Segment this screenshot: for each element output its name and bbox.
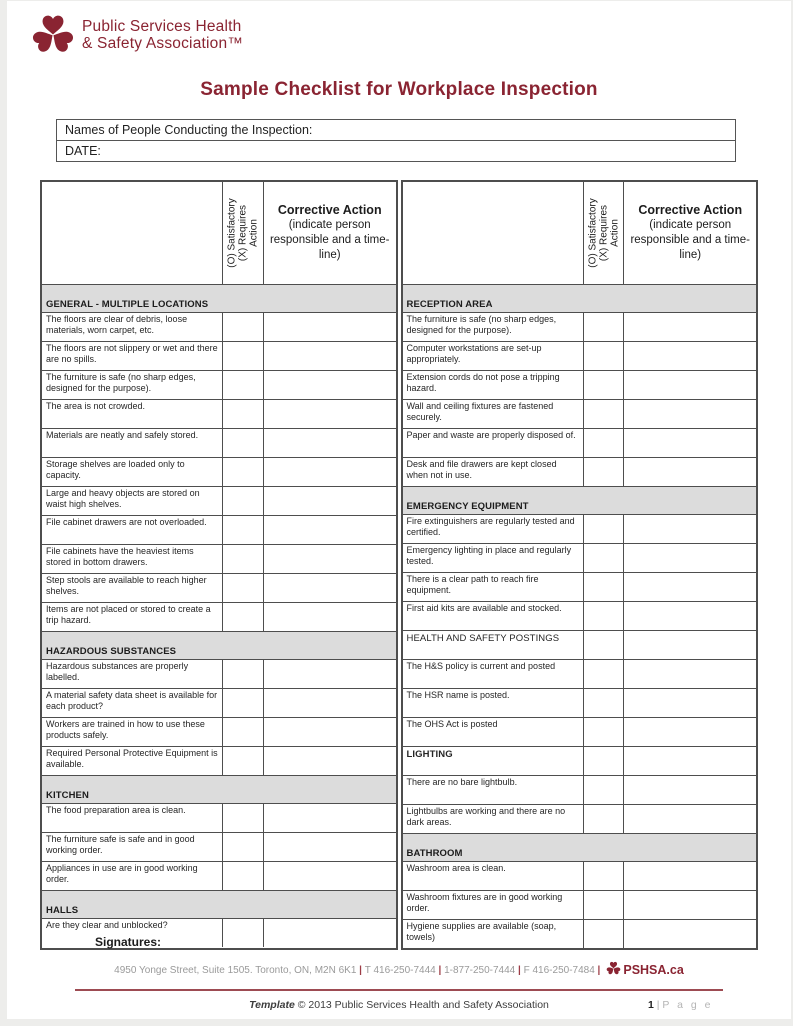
status-header-cell: [222, 182, 263, 284]
status-legend-satisfactory: (O) Satisfactory: [226, 198, 238, 268]
inspection-item-text: The floors are clear of debris, loose materials, worn carpet, etc.: [46, 314, 188, 335]
table-header: [42, 182, 396, 285]
status-legend-requires: (X) Requires Action: [598, 204, 621, 262]
inspection-item-text: Appliances in use are in good working order.: [46, 863, 198, 884]
page-separator: |: [656, 999, 660, 1011]
status-cell[interactable]: [222, 603, 263, 631]
checklist-row: [42, 574, 396, 603]
copyright-template-word: Template: [249, 999, 295, 1011]
corrective-action-cell[interactable]: [623, 573, 756, 601]
corrective-action-cell[interactable]: [263, 400, 396, 428]
checklist-row: [403, 342, 757, 371]
corrective-action-cell[interactable]: [263, 718, 396, 746]
inspection-item-text: Desk and file drawers are kept closed when not in use.: [406, 459, 557, 480]
checklist-row: [42, 516, 396, 545]
inspection-item-text: There is a clear path to reach fire equipment.: [406, 574, 539, 595]
status-cell[interactable]: [222, 400, 263, 428]
inspection-item-text: Required Personal Protective Equipment is available.: [46, 748, 218, 769]
address-pipe: |: [435, 964, 445, 976]
status-cell[interactable]: [222, 516, 263, 544]
logo-line-2: & Safety Association™: [82, 35, 244, 52]
checklist-row: [42, 804, 396, 833]
checklist-row: [42, 342, 396, 371]
inspection-item-text: There are no bare lightbulb.: [406, 777, 518, 787]
corrective-action-cell[interactable]: [623, 602, 756, 630]
status-cell[interactable]: [583, 891, 624, 919]
inspection-item-text: Wall and ceiling fixtures are fastened securely.: [406, 401, 554, 422]
section-header-row: [403, 747, 757, 776]
inspection-item-text: Fire extinguishers are regularly tested and certified.: [406, 516, 575, 537]
address-segment: T 416-250-7444: [364, 964, 436, 976]
corrective-action-cell[interactable]: [263, 458, 396, 486]
corrective-action-cell[interactable]: [623, 631, 756, 659]
section-header-band: HAZARDOUS SUBSTANCES: [42, 632, 396, 660]
corrective-action-cell[interactable]: [623, 400, 756, 428]
corrective-action-cell[interactable]: [263, 516, 396, 544]
corrective-action-cell[interactable]: [623, 660, 756, 688]
checklist-row: [42, 371, 396, 400]
inspection-item-text: Hazardous substances are properly labelled.: [46, 661, 189, 682]
corrective-action-cell[interactable]: [263, 833, 396, 861]
names-field-label: Names of People Conducting the Inspection:: [65, 123, 313, 137]
inspection-item-text: Washroom area is clean.: [406, 863, 506, 873]
status-cell[interactable]: [222, 660, 263, 688]
corrective-subtitle: (indicate person responsible and a time-line): [630, 219, 750, 261]
status-cell[interactable]: [583, 544, 624, 572]
status-cell[interactable]: [222, 747, 263, 775]
corrective-action-cell[interactable]: [263, 574, 396, 602]
inspection-item-text: A material safety data sheet is available for each product?: [46, 690, 218, 711]
checklist-row: [403, 573, 757, 602]
section-header-band: EMERGENCY EQUIPMENT: [403, 487, 757, 515]
inspection-item-text: File cabinet drawers are not overloaded.: [46, 517, 207, 527]
corrective-action-cell[interactable]: [623, 862, 756, 890]
status-cell[interactable]: [583, 458, 624, 486]
checklist-row: [403, 776, 757, 805]
checklist-row: [42, 747, 396, 776]
checklist-row: [42, 833, 396, 862]
checklist-row: [403, 400, 757, 429]
names-field[interactable]: [57, 120, 735, 141]
status-cell[interactable]: [583, 718, 624, 746]
corrective-action-cell[interactable]: [623, 458, 756, 486]
inspection-item-text: The food preparation area is clean.: [46, 805, 186, 815]
checklist-row: [42, 689, 396, 718]
inspection-item-text: Large and heavy objects are stored on waist high shelves.: [46, 488, 200, 509]
inspection-item-text: File cabinets have the heaviest items stored in bottom drawers.: [46, 546, 194, 567]
signatures-label: Signatures:: [95, 935, 162, 949]
checklist-tables: [40, 180, 758, 950]
corrective-action-cell[interactable]: [623, 718, 756, 746]
checklist-row: [42, 400, 396, 429]
corrective-action-cell[interactable]: [263, 660, 396, 688]
inspection-item-text: The area is not crowded.: [46, 401, 146, 411]
status-cell[interactable]: [583, 371, 624, 399]
status-cell[interactable]: [583, 689, 624, 717]
corrective-title: Corrective Action: [638, 203, 743, 217]
corrective-action-cell[interactable]: [623, 689, 756, 717]
section-header-label: HEALTH AND SAFETY POSTINGS: [406, 633, 560, 644]
inspection-item-text: Items are not placed or stored to create a trip hazard.: [46, 604, 211, 625]
address-pipe: |: [356, 964, 365, 976]
inspection-item-text: The OHS Act is posted: [406, 719, 498, 729]
status-cell[interactable]: [583, 805, 624, 833]
checklist-row: [403, 429, 757, 458]
date-field[interactable]: [57, 141, 735, 161]
inspection-item-text: Paper and waste are properly disposed of.: [406, 430, 576, 440]
status-cell[interactable]: [583, 602, 624, 630]
pshsa-logo: [31, 13, 243, 57]
status-cell[interactable]: [222, 574, 263, 602]
checklist-row: [42, 313, 396, 342]
status-cell[interactable]: [583, 342, 624, 370]
inspection-item-text: The furniture is safe (no sharp edges, designed for the purpose).: [406, 314, 557, 335]
inspection-item-text: Storage shelves are loaded only to capacity.: [46, 459, 185, 480]
checklist-row: [403, 515, 757, 544]
inspection-item-text: The furniture is safe (no sharp edges, designed for the purpose).: [46, 372, 196, 393]
inspection-item-text: Lightbulbs are working and there are no dark areas.: [406, 806, 566, 827]
corrective-action-cell[interactable]: [623, 313, 756, 341]
inspection-item-text: First aid kits are available and stocked.: [406, 603, 562, 613]
corrective-action-cell[interactable]: [263, 603, 396, 631]
section-header-band: RECEPTION AREA: [403, 285, 757, 313]
checklist-row: [403, 689, 757, 718]
status-cell[interactable]: [222, 458, 263, 486]
checklist-row: [42, 660, 396, 689]
section-header-band: BATHROOM: [403, 834, 757, 862]
section-header-band: KITCHEN: [42, 776, 396, 804]
status-cell[interactable]: [222, 545, 263, 573]
checklist-row: [403, 862, 757, 891]
status-cell[interactable]: [222, 371, 263, 399]
corrective-action-cell[interactable]: [263, 747, 396, 775]
inspection-item-text: The HSR name is posted.: [406, 690, 510, 700]
inspection-item-text: Extension cords do not pose a tripping hazard.: [406, 372, 560, 393]
corrective-title: Corrective Action: [277, 203, 382, 217]
checklist-row: [42, 458, 396, 487]
status-header-cell: [583, 182, 624, 284]
status-cell[interactable]: [222, 429, 263, 457]
status-legend: [587, 190, 620, 276]
footer-address: [7, 961, 791, 979]
status-cell[interactable]: [583, 920, 624, 948]
status-cell[interactable]: [583, 400, 624, 428]
page-word: P a g e: [662, 999, 713, 1011]
corrective-action-cell[interactable]: [623, 429, 756, 457]
corrective-action-cell[interactable]: [623, 891, 756, 919]
trillium-heart-logo-icon: [31, 13, 75, 57]
checklist-row: [403, 544, 757, 573]
inspection-item-text: Workers are trained in how to use these products safely.: [46, 719, 205, 740]
inspection-item-text: Computer workstations are set-up appropriately.: [406, 343, 542, 364]
inspection-info-box: [56, 119, 736, 162]
corrective-action-cell[interactable]: [623, 544, 756, 572]
status-cell[interactable]: [583, 313, 624, 341]
corrective-action-cell[interactable]: [263, 689, 396, 717]
section-header-row: [403, 631, 757, 660]
status-cell[interactable]: [583, 747, 624, 775]
inspection-item-text: Hygiene supplies are available (soap, towels): [406, 921, 557, 942]
pshsa-site-logo: [606, 961, 683, 979]
status-legend: [227, 190, 260, 276]
corrective-action-cell[interactable]: [263, 429, 396, 457]
item-header-cell: [42, 182, 222, 284]
inspection-item-text: The H&S policy is current and posted: [406, 661, 556, 671]
corrective-action-cell[interactable]: [263, 545, 396, 573]
corrective-action-cell[interactable]: [623, 805, 756, 833]
status-cell[interactable]: [222, 862, 263, 890]
checklist-row: [403, 313, 757, 342]
section-header-band: HALLS: [42, 891, 396, 919]
checklist-row: [403, 602, 757, 631]
corrective-action-cell[interactable]: [263, 919, 396, 947]
section-header-band: GENERAL - MULTIPLE LOCATIONS: [42, 285, 396, 313]
checklist-row: [42, 429, 396, 458]
inspection-item-text: Are they clear and unblocked?: [46, 920, 168, 930]
status-cell[interactable]: [222, 833, 263, 861]
checklist-body-left: [42, 285, 396, 947]
page-number: 1: [647, 999, 654, 1011]
corrective-action-cell[interactable]: [623, 371, 756, 399]
status-cell[interactable]: [583, 515, 624, 543]
corrective-action-cell[interactable]: [263, 487, 396, 515]
address-segment: F 416-250-7484: [523, 964, 595, 976]
corrective-action-cell[interactable]: [623, 342, 756, 370]
address-segment: 1-877-250-7444: [444, 964, 516, 976]
checklist-row: [42, 487, 396, 516]
corrective-action-cell[interactable]: [623, 920, 756, 948]
checklist-row: [403, 920, 757, 948]
status-cell[interactable]: [583, 429, 624, 457]
page-title: Sample Checklist for Workplace Inspection: [200, 79, 598, 100]
status-cell[interactable]: [222, 313, 263, 341]
inspection-item-text: Emergency lighting in place and regularly tested.: [406, 545, 572, 566]
corrective-header-cell: [623, 182, 756, 284]
inspection-item-text: The floors are not slippery or wet and there are no spills.: [46, 343, 218, 364]
address-pipe: |: [594, 964, 601, 976]
date-field-label: DATE:: [65, 144, 101, 158]
corrective-action-cell[interactable]: [623, 747, 756, 775]
inspection-item-text: The furniture safe is safe and in good working order.: [46, 834, 195, 855]
copyright-text: © 2013 Public Services Health and Safety Association: [297, 999, 549, 1011]
inspection-item-text: Materials are neatly and safely stored.: [46, 430, 199, 440]
address-text: [114, 965, 600, 976]
status-cell[interactable]: [222, 342, 263, 370]
checklist-row: [403, 805, 757, 834]
inspection-item-text: Washroom fixtures are in good working order.: [406, 892, 563, 913]
address-pipe: |: [515, 964, 524, 976]
checklist-row: [42, 862, 396, 891]
status-cell[interactable]: [222, 689, 263, 717]
status-cell[interactable]: [222, 718, 263, 746]
inspection-item-text: Step stools are available to reach higher shelves.: [46, 575, 207, 596]
corrective-action-cell[interactable]: [263, 862, 396, 890]
corrective-action-cell[interactable]: [263, 371, 396, 399]
corrective-action-cell[interactable]: [263, 313, 396, 341]
item-header-cell: [403, 182, 583, 284]
checklist-body-right: [403, 285, 757, 948]
page-indicator: [648, 999, 713, 1011]
checklist-row: [403, 660, 757, 689]
table-header: [403, 182, 757, 285]
status-cell[interactable]: [222, 487, 263, 515]
corrective-subtitle: (indicate person responsible and a time-line): [269, 219, 390, 261]
pshsa-site-text: PSHSA.ca: [623, 963, 684, 977]
trillium-heart-logo-icon-small: [606, 961, 621, 979]
checklist-row: [403, 718, 757, 747]
corrective-header-cell: [263, 182, 396, 284]
status-cell[interactable]: [583, 660, 624, 688]
checklist-table-left: [40, 180, 398, 950]
status-legend-requires: (X) Requires Action: [237, 204, 260, 262]
checklist-table-right: [401, 180, 759, 950]
status-legend-satisfactory: (O) Satisfactory: [587, 198, 599, 268]
status-cell[interactable]: [583, 631, 624, 659]
checklist-row: [42, 545, 396, 574]
status-cell[interactable]: [222, 919, 263, 947]
corrective-action-cell[interactable]: [623, 515, 756, 543]
footer-rule: [75, 989, 723, 991]
checklist-row: [42, 718, 396, 747]
checklist-row: [403, 458, 757, 487]
address-segment: 4950 Yonge Street, Suite 1505. Toronto, ON, M2N 6K1: [114, 964, 357, 976]
corrective-action-cell[interactable]: [263, 342, 396, 370]
status-cell[interactable]: [583, 776, 624, 804]
document-page: [7, 1, 791, 1019]
logo-line-1: Public Services Health: [82, 18, 242, 35]
checklist-row: [403, 891, 757, 920]
status-cell[interactable]: [583, 862, 624, 890]
checklist-row: [403, 371, 757, 400]
section-header-label: LIGHTING: [406, 749, 453, 760]
logo-wordmark: [82, 18, 243, 52]
status-cell[interactable]: [583, 573, 624, 601]
checklist-row: [42, 603, 396, 632]
status-cell[interactable]: [222, 804, 263, 832]
corrective-action-cell[interactable]: [623, 776, 756, 804]
corrective-action-cell[interactable]: [263, 804, 396, 832]
